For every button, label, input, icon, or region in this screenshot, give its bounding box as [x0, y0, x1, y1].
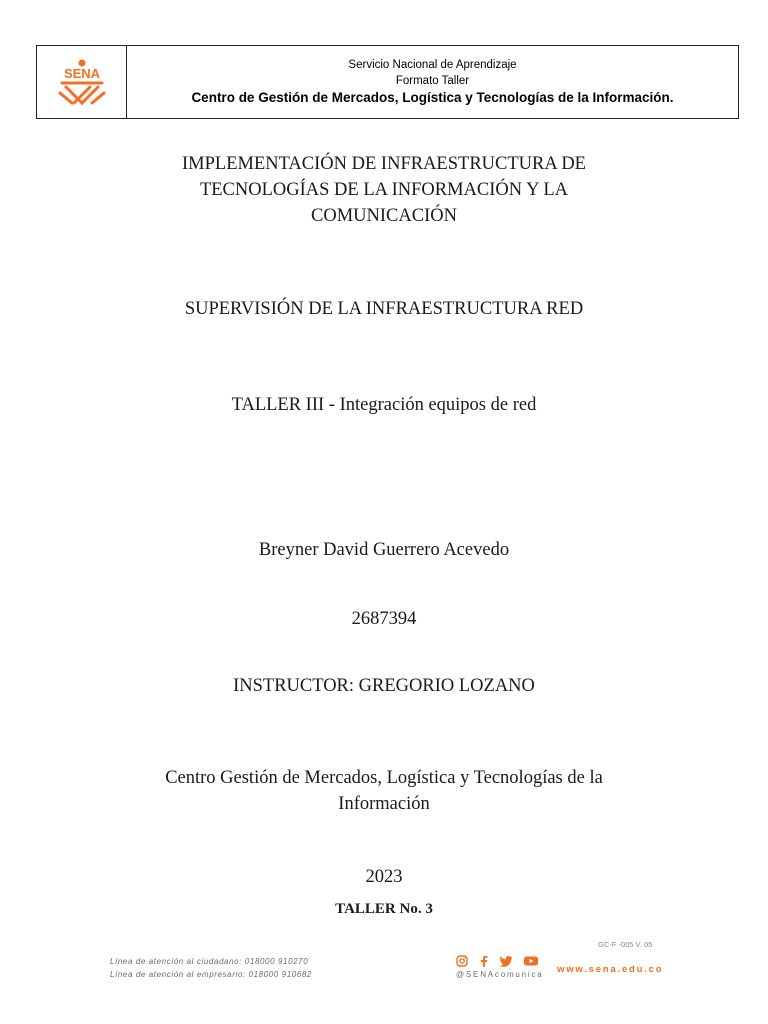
document-subtitle: SUPERVISIÓN DE LA INFRAESTRUCTURA RED: [184, 299, 584, 319]
citizen-line: Línea de atención al ciudadano: 018000 910270: [110, 957, 309, 966]
workshop-number: TALLER No. 3: [335, 901, 433, 917]
year: 2023: [365, 867, 403, 887]
social-icons: [456, 955, 538, 967]
format-code: GC-F -005 V. 05: [598, 940, 653, 949]
website-link[interactable]: www.sena.edu.co: [557, 964, 664, 975]
title-line-2: TECNOLOGÍAS DE LA INFORMACIÓN Y LA: [199, 180, 569, 200]
document-header: [36, 45, 739, 119]
social-handle[interactable]: @SENAcomunica: [456, 970, 544, 979]
header-text-block: [127, 46, 738, 118]
title-line-1: IMPLEMENTACIÓN DE INFRAESTRUCTURA DE: [182, 154, 586, 174]
institution-name: Servicio Nacional de Aprendizaje: [348, 59, 517, 71]
logo-text: SENA: [63, 66, 100, 81]
instagram-icon[interactable]: [456, 955, 468, 967]
document-title: [0, 151, 768, 229]
instructor-name: INSTRUCTOR: GREGORIO LOZANO: [233, 676, 535, 696]
title-line-3: COMUNICACIÓN: [311, 206, 457, 226]
center-name: Centro de Gestión de Mercados, Logística y Tecnologías de la Información.: [191, 90, 674, 105]
training-center-line-2: Información: [338, 794, 430, 814]
twitter-icon[interactable]: [500, 956, 513, 967]
workshop-prefix: TALLER III -: [231, 395, 340, 415]
logo-cell: [37, 46, 127, 118]
training-center-line-1: Centro Gestión de Mercados, Logística y Tecnologías de la: [165, 768, 603, 788]
workshop-title: [0, 392, 768, 418]
youtube-icon[interactable]: [524, 956, 538, 966]
business-line: Línea de atención al empresario: 018000 910682: [110, 970, 312, 979]
ficha-number: 2687394: [351, 609, 417, 629]
facebook-icon[interactable]: [479, 955, 489, 967]
format-name: Formato Taller: [395, 75, 470, 87]
workshop-name: Integración equipos de red: [339, 395, 537, 415]
student-name: Breyner David Guerrero Acevedo: [258, 540, 510, 560]
training-center: [0, 765, 768, 817]
footer-contact: [110, 955, 312, 981]
sena-logo: [54, 57, 110, 107]
